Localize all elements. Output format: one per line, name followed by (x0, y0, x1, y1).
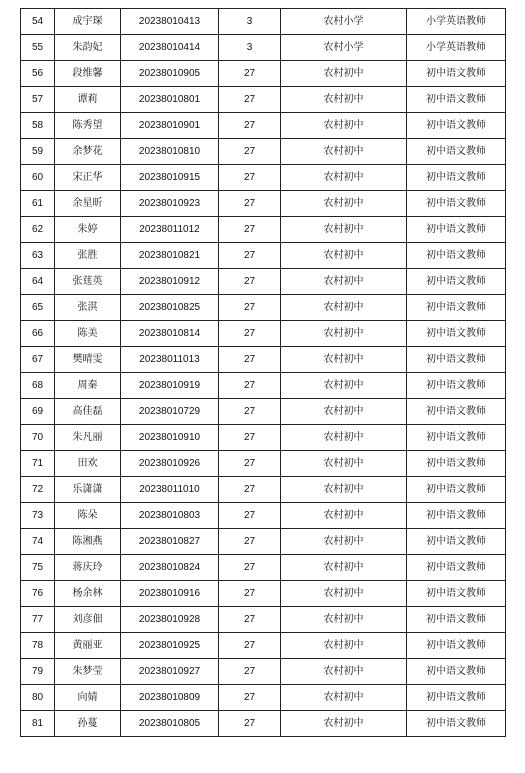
cell-school-type: 农村初中 (281, 399, 407, 425)
cell-position-code: 27 (219, 269, 281, 295)
table-row (21, 295, 506, 321)
cell-school-type: 农村小学 (281, 35, 407, 61)
cell-serial-number: 71 (21, 451, 55, 477)
table-row (21, 711, 506, 737)
cell-exam-number: 20238010901 (121, 113, 219, 139)
cell-candidate-name: 田欢 (55, 451, 121, 477)
cell-position-code: 27 (219, 243, 281, 269)
document-page (20, 8, 505, 737)
cell-serial-number: 81 (21, 711, 55, 737)
cell-position-code: 27 (219, 503, 281, 529)
cell-exam-number: 20238011013 (121, 347, 219, 373)
cell-position-code: 27 (219, 347, 281, 373)
cell-position-code: 27 (219, 373, 281, 399)
cell-candidate-name: 向婧 (55, 685, 121, 711)
cell-position-code: 27 (219, 529, 281, 555)
cell-serial-number: 61 (21, 191, 55, 217)
table-row (21, 503, 506, 529)
cell-position-code: 27 (219, 659, 281, 685)
cell-position-name: 初中语文教师 (407, 529, 506, 555)
cell-candidate-name: 陈秀望 (55, 113, 121, 139)
cell-school-type: 农村初中 (281, 529, 407, 555)
cell-serial-number: 66 (21, 321, 55, 347)
cell-exam-number: 20238010801 (121, 87, 219, 113)
cell-position-name: 初中语文教师 (407, 61, 506, 87)
cell-position-code: 27 (219, 399, 281, 425)
table-row (21, 217, 506, 243)
table-row (21, 139, 506, 165)
cell-school-type: 农村初中 (281, 477, 407, 503)
cell-school-type: 农村初中 (281, 321, 407, 347)
cell-position-code: 27 (219, 607, 281, 633)
table-row (21, 451, 506, 477)
cell-position-code: 27 (219, 139, 281, 165)
cell-serial-number: 59 (21, 139, 55, 165)
cell-exam-number: 20238010925 (121, 633, 219, 659)
cell-candidate-name: 段维馨 (55, 61, 121, 87)
table-row (21, 113, 506, 139)
cell-exam-number: 20238010919 (121, 373, 219, 399)
cell-position-code: 27 (219, 633, 281, 659)
table-row (21, 191, 506, 217)
cell-position-code: 27 (219, 685, 281, 711)
cell-exam-number: 20238010916 (121, 581, 219, 607)
cell-serial-number: 55 (21, 35, 55, 61)
cell-candidate-name: 周秦 (55, 373, 121, 399)
table-row (21, 425, 506, 451)
cell-position-name: 初中语文教师 (407, 139, 506, 165)
cell-position-code: 27 (219, 711, 281, 737)
cell-position-name: 初中语文教师 (407, 711, 506, 737)
cell-candidate-name: 陈湘燕 (55, 529, 121, 555)
cell-serial-number: 63 (21, 243, 55, 269)
cell-candidate-name: 黄丽亚 (55, 633, 121, 659)
table-row (21, 529, 506, 555)
table-row (21, 165, 506, 191)
cell-exam-number: 20238010927 (121, 659, 219, 685)
cell-exam-number: 20238010923 (121, 191, 219, 217)
cell-exam-number: 20238010926 (121, 451, 219, 477)
cell-school-type: 农村初中 (281, 165, 407, 191)
table-row (21, 607, 506, 633)
cell-school-type: 农村初中 (281, 685, 407, 711)
cell-position-name: 初中语文教师 (407, 87, 506, 113)
cell-exam-number: 20238010810 (121, 139, 219, 165)
cell-position-code: 27 (219, 425, 281, 451)
cell-school-type: 农村初中 (281, 295, 407, 321)
cell-candidate-name: 蒋庆玲 (55, 555, 121, 581)
cell-candidate-name: 孙蔓 (55, 711, 121, 737)
cell-candidate-name: 陈美 (55, 321, 121, 347)
cell-school-type: 农村初中 (281, 711, 407, 737)
table-row (21, 659, 506, 685)
cell-position-name: 初中语文教师 (407, 217, 506, 243)
cell-serial-number: 72 (21, 477, 55, 503)
cell-exam-number: 20238010825 (121, 295, 219, 321)
cell-position-code: 27 (219, 113, 281, 139)
cell-candidate-name: 乐潇潇 (55, 477, 121, 503)
cell-position-code: 27 (219, 191, 281, 217)
cell-position-name: 初中语文教师 (407, 295, 506, 321)
cell-position-name: 初中语文教师 (407, 607, 506, 633)
cell-candidate-name: 朱梦莹 (55, 659, 121, 685)
table-row (21, 61, 506, 87)
cell-candidate-name: 杨余林 (55, 581, 121, 607)
cell-exam-number: 20238010915 (121, 165, 219, 191)
cell-serial-number: 80 (21, 685, 55, 711)
cell-exam-number: 20238010803 (121, 503, 219, 529)
table-row (21, 373, 506, 399)
cell-serial-number: 58 (21, 113, 55, 139)
cell-position-code: 27 (219, 555, 281, 581)
cell-exam-number: 20238010413 (121, 9, 219, 35)
cell-position-name: 初中语文教师 (407, 477, 506, 503)
cell-school-type: 农村初中 (281, 451, 407, 477)
cell-candidate-name: 张淇 (55, 295, 121, 321)
cell-school-type: 农村初中 (281, 659, 407, 685)
cell-school-type: 农村初中 (281, 61, 407, 87)
table-row (21, 243, 506, 269)
cell-position-name: 小学英语教师 (407, 9, 506, 35)
cell-position-name: 初中语文教师 (407, 165, 506, 191)
cell-candidate-name: 陈朵 (55, 503, 121, 529)
cell-school-type: 农村初中 (281, 87, 407, 113)
cell-exam-number: 20238010729 (121, 399, 219, 425)
cell-exam-number: 20238010910 (121, 425, 219, 451)
cell-school-type: 农村初中 (281, 581, 407, 607)
cell-candidate-name: 朱凡丽 (55, 425, 121, 451)
table-row (21, 347, 506, 373)
cell-exam-number: 20238010809 (121, 685, 219, 711)
cell-serial-number: 69 (21, 399, 55, 425)
cell-position-code: 27 (219, 477, 281, 503)
cell-position-name: 初中语文教师 (407, 451, 506, 477)
cell-school-type: 农村初中 (281, 139, 407, 165)
cell-school-type: 农村初中 (281, 503, 407, 529)
cell-serial-number: 67 (21, 347, 55, 373)
cell-exam-number: 20238010824 (121, 555, 219, 581)
cell-school-type: 农村小学 (281, 9, 407, 35)
cell-serial-number: 78 (21, 633, 55, 659)
cell-position-name: 初中语文教师 (407, 581, 506, 607)
cell-school-type: 农村初中 (281, 633, 407, 659)
cell-candidate-name: 高佳磊 (55, 399, 121, 425)
cell-candidate-name: 余梦花 (55, 139, 121, 165)
cell-exam-number: 20238010928 (121, 607, 219, 633)
cell-position-name: 初中语文教师 (407, 555, 506, 581)
cell-position-name: 初中语文教师 (407, 503, 506, 529)
cell-candidate-name: 成宇琛 (55, 9, 121, 35)
cell-exam-number: 20238010821 (121, 243, 219, 269)
cell-candidate-name: 谭莉 (55, 87, 121, 113)
cell-exam-number: 20238010814 (121, 321, 219, 347)
cell-school-type: 农村初中 (281, 347, 407, 373)
cell-position-name: 初中语文教师 (407, 373, 506, 399)
table-row (21, 9, 506, 35)
table-row (21, 269, 506, 295)
cell-school-type: 农村初中 (281, 607, 407, 633)
cell-position-name: 初中语文教师 (407, 399, 506, 425)
cell-serial-number: 75 (21, 555, 55, 581)
table-row (21, 399, 506, 425)
cell-serial-number: 65 (21, 295, 55, 321)
cell-serial-number: 62 (21, 217, 55, 243)
cell-school-type: 农村初中 (281, 191, 407, 217)
cell-candidate-name: 宋正华 (55, 165, 121, 191)
cell-serial-number: 79 (21, 659, 55, 685)
cell-serial-number: 64 (21, 269, 55, 295)
table-row (21, 321, 506, 347)
cell-school-type: 农村初中 (281, 425, 407, 451)
cell-serial-number: 70 (21, 425, 55, 451)
table-row (21, 633, 506, 659)
cell-candidate-name: 余星昕 (55, 191, 121, 217)
cell-position-code: 27 (219, 217, 281, 243)
table-row (21, 87, 506, 113)
candidate-table (20, 8, 506, 737)
cell-serial-number: 77 (21, 607, 55, 633)
cell-candidate-name: 朱婷 (55, 217, 121, 243)
cell-candidate-name: 刘彦佃 (55, 607, 121, 633)
cell-position-name: 初中语文教师 (407, 685, 506, 711)
cell-exam-number: 20238010905 (121, 61, 219, 87)
cell-candidate-name: 张胜 (55, 243, 121, 269)
cell-school-type: 农村初中 (281, 269, 407, 295)
table-row (21, 35, 506, 61)
cell-position-code: 27 (219, 61, 281, 87)
cell-school-type: 农村初中 (281, 113, 407, 139)
cell-school-type: 农村初中 (281, 555, 407, 581)
cell-position-name: 初中语文教师 (407, 321, 506, 347)
cell-serial-number: 54 (21, 9, 55, 35)
table-row (21, 581, 506, 607)
cell-position-code: 27 (219, 451, 281, 477)
cell-exam-number: 20238010805 (121, 711, 219, 737)
cell-serial-number: 74 (21, 529, 55, 555)
cell-position-code: 27 (219, 165, 281, 191)
cell-serial-number: 68 (21, 373, 55, 399)
cell-position-code: 3 (219, 35, 281, 61)
cell-exam-number: 20238010912 (121, 269, 219, 295)
cell-position-name: 初中语文教师 (407, 347, 506, 373)
table-row (21, 555, 506, 581)
cell-candidate-name: 朱韵妃 (55, 35, 121, 61)
cell-position-code: 27 (219, 581, 281, 607)
cell-serial-number: 73 (21, 503, 55, 529)
cell-school-type: 农村初中 (281, 243, 407, 269)
cell-position-name: 初中语文教师 (407, 243, 506, 269)
cell-position-code: 27 (219, 295, 281, 321)
cell-position-code: 27 (219, 87, 281, 113)
cell-school-type: 农村初中 (281, 373, 407, 399)
cell-exam-number: 20238011010 (121, 477, 219, 503)
cell-school-type: 农村初中 (281, 217, 407, 243)
table-row (21, 685, 506, 711)
cell-exam-number: 20238010827 (121, 529, 219, 555)
table-row (21, 477, 506, 503)
cell-exam-number: 20238010414 (121, 35, 219, 61)
cell-candidate-name: 张莛英 (55, 269, 121, 295)
cell-exam-number: 20238011012 (121, 217, 219, 243)
cell-serial-number: 60 (21, 165, 55, 191)
cell-serial-number: 76 (21, 581, 55, 607)
cell-serial-number: 57 (21, 87, 55, 113)
cell-position-name: 初中语文教师 (407, 633, 506, 659)
candidate-table-body (21, 9, 506, 737)
cell-position-name: 初中语文教师 (407, 113, 506, 139)
cell-serial-number: 56 (21, 61, 55, 87)
cell-candidate-name: 樊晴雯 (55, 347, 121, 373)
cell-position-code: 3 (219, 9, 281, 35)
cell-position-code: 27 (219, 321, 281, 347)
cell-position-name: 初中语文教师 (407, 425, 506, 451)
cell-position-name: 小学英语教师 (407, 35, 506, 61)
cell-position-name: 初中语文教师 (407, 269, 506, 295)
cell-position-name: 初中语文教师 (407, 659, 506, 685)
cell-position-name: 初中语文教师 (407, 191, 506, 217)
